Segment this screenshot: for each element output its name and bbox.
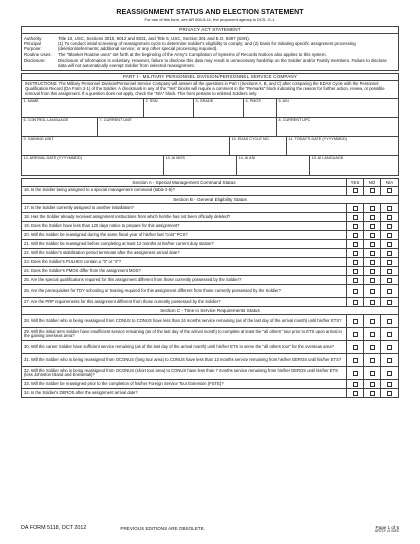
na-cell (381, 315, 398, 327)
question-text: 34. Is the Soldier's DEROS after the assignment arrival date? (22, 389, 347, 397)
question-row (22, 231, 398, 240)
question-text: 18. Has the Soldier already received assignment instructions from which he/she has not been officially deleted? (22, 213, 347, 221)
na-column-header: N/A (385, 179, 394, 185)
no-checkbox[interactable] (370, 300, 375, 305)
privacy-text: Disclosure of information is voluntary. However, failure to disclose this data may result in unnecessary hardship on the Soldier and/or Family members. Failure to disclose data will not automatically exempt Soldier from selected reassignment. (58, 58, 387, 69)
question-text: 21. Will the Soldier be reassigned before completing at least 12 months at his/her current duty station? (22, 240, 347, 248)
question-row (22, 213, 398, 222)
yes-checkbox[interactable] (353, 289, 358, 294)
no-cell (364, 298, 381, 306)
no-checkbox[interactable] (370, 260, 375, 265)
yes-checkbox[interactable] (353, 371, 358, 376)
no-checkbox[interactable] (370, 358, 375, 363)
na-cell (381, 285, 398, 297)
na-cell (381, 240, 398, 248)
no-checkbox[interactable] (370, 215, 375, 220)
yes-checkbox[interactable] (353, 278, 358, 283)
na-checkbox[interactable] (387, 224, 392, 229)
yes-checkbox[interactable] (353, 332, 358, 337)
question-row (22, 267, 398, 276)
na-checkbox[interactable] (387, 332, 392, 337)
privacy-label: Routine Uses: (24, 52, 52, 58)
yes-checkbox[interactable] (353, 319, 358, 324)
na-checkbox[interactable] (387, 206, 392, 211)
privacy-text: (1) To conduct initial screening of reassignment cycle to determine Soldier's eligibility to comply; and (2) basis for initiating specific assignment processing (deletion/deferments; additional service; or any other special processing required). (58, 41, 356, 52)
no-checkbox[interactable] (370, 251, 375, 256)
apd-version: APD LF v1.00ES (374, 529, 399, 534)
no-cell (364, 213, 381, 221)
no-checkbox[interactable] (370, 269, 375, 274)
yes-cell (347, 315, 364, 327)
ai-mos-field[interactable]: 13. AI MOS (164, 156, 237, 175)
question-text: 30. Will the career Soldier have sufficient service remaining (as of the last day of the arrival month) until his/her ETS to serve the "all others tour" for the overseas area? (22, 341, 347, 353)
no-cell (364, 240, 381, 248)
question-row (22, 285, 398, 298)
todays-date-field[interactable]: 11. TODAY'S DATE (YYYYMMDD) (288, 137, 347, 142)
yes-cell (347, 213, 364, 221)
no-checkbox[interactable] (370, 345, 375, 350)
yes-cell (347, 187, 364, 195)
section-a-title: Section A - Special Management Command Status (22, 179, 347, 186)
question-row (22, 187, 398, 196)
question-row (22, 389, 398, 398)
form-title: REASSIGNMENT STATUS AND ELECTION STATEMENT (116, 9, 304, 16)
yes-cell (347, 240, 364, 248)
yes-checkbox[interactable] (353, 242, 358, 247)
privacy-label: Authority: (24, 35, 43, 41)
question-text: 32. Will the Soldier who is being reassigned from OCONUS (short tour area) to CONUS have less than 7 months service remaining from his/her DEROS until his/her ETS (less Johnston Island and Enewetak)? (22, 367, 347, 379)
no-checkbox[interactable] (370, 371, 375, 376)
fields-row-4 (22, 156, 398, 175)
fields-row-3 (22, 137, 398, 156)
yes-cell (347, 380, 364, 388)
no-cell (364, 389, 381, 397)
edas-cycle-field[interactable]: 10. EDAS CYCLE NO. (230, 137, 287, 155)
question-row (22, 258, 398, 267)
na-cell (381, 249, 398, 257)
section-c-header (22, 307, 398, 315)
section-b-title: Section B - General Eligibility Status (173, 196, 247, 202)
privacy-act-heading: PRIVACY ACT STATEMENT (22, 27, 398, 34)
yes-cell (347, 222, 364, 230)
no-cell (364, 276, 381, 284)
na-checkbox[interactable] (387, 188, 392, 193)
current-upc-field[interactable]: 8. CURRENT UPC (278, 118, 311, 123)
section-b-questions (22, 204, 398, 307)
privacy-act-statement (21, 26, 399, 71)
questions-table (21, 178, 399, 399)
no-cell (364, 328, 381, 340)
no-cell (364, 231, 381, 239)
no-checkbox[interactable] (370, 242, 375, 247)
no-cell (364, 187, 381, 195)
no-cell (364, 354, 381, 366)
form-subtitle: For use of this form, see AR 600-8-11; the proponent agency is DCS, G-1. (144, 17, 276, 23)
yes-checkbox[interactable] (353, 188, 358, 193)
question-text: 24. Does the Soldier's PMOS differ from the assignment MOS? (22, 267, 347, 275)
yes-checkbox[interactable] (353, 345, 358, 350)
privacy-row-routine-uses (22, 52, 398, 58)
fields-row-1 (22, 99, 398, 118)
question-text: 17. Is the Soldier currently assigned to another installation? (22, 204, 347, 212)
yes-checkbox[interactable] (353, 382, 358, 387)
no-cell (364, 341, 381, 353)
na-cell (381, 267, 398, 275)
yes-checkbox[interactable] (353, 251, 358, 256)
section-b-header (22, 196, 398, 204)
no-checkbox[interactable] (370, 224, 375, 229)
question-text: 33. Will the Soldier be reassigned prior to the completion of his/her Foreign Service Tour Extension (FSTE)? (22, 380, 347, 388)
na-checkbox[interactable] (387, 278, 392, 283)
yes-cell (347, 341, 364, 353)
gaining-unit-field[interactable]: 9. GAINING UNIT (22, 137, 230, 155)
question-text: 26. Are the prerequisites for TDY schooling or training required for this assignment different from those currently possessed by the Soldier? (22, 285, 347, 297)
pmos-field[interactable]: 4. PMOS (244, 99, 277, 117)
na-checkbox[interactable] (387, 382, 392, 387)
privacy-text: The "Blanket Routine uses" set forth at the beginning of the Army's Compilation of Systems of Records Notices also applies to this system. (58, 52, 327, 58)
yes-cell (347, 354, 364, 366)
no-cell (364, 367, 381, 379)
part1-instructions: INSTRUCTIONS: The Military Personnel Division/Personnel Service Company will answer all the questions in Part I (Sections A, B, and C) after comparing the EDAS Cycle with the Personnel Qualification Record (DA Form 2-1) of the Soldier. A checkmark in any of the "Yes" blocks will require a comment in the "Remarks" block indicating the reason for further action, review, or possible removal from this assignment. If a question does not apply, check the "N/A" block. This form pertains to enlisted Soldiers only. (22, 81, 398, 98)
control-language-field[interactable]: 6. CONTROL LANGUAGE (22, 118, 98, 136)
na-checkbox[interactable] (387, 289, 392, 294)
name-field[interactable]: 1. NAME (22, 99, 144, 117)
privacy-row-disclosure (22, 58, 398, 69)
fields-row-2 (22, 118, 398, 137)
question-row (22, 354, 398, 367)
na-cell (381, 341, 398, 353)
yes-checkbox[interactable] (353, 215, 358, 220)
privacy-row-purpose (22, 41, 398, 52)
yes-cell (347, 204, 364, 212)
no-cell (364, 380, 381, 388)
na-checkbox[interactable] (387, 371, 392, 376)
yes-cell (347, 389, 364, 397)
yes-checkbox[interactable] (353, 391, 358, 396)
section-c-questions (22, 315, 398, 398)
no-cell (364, 204, 381, 212)
na-checkbox[interactable] (387, 319, 392, 324)
current-unit-field[interactable]: 7. CURRENT UNIT (98, 118, 277, 136)
ai-language-field[interactable]: 15. AI LANGUAGE (311, 156, 344, 161)
form-footer (21, 525, 399, 534)
asi-field[interactable]: 5. ASI (278, 99, 289, 104)
question-text: 25. Are the special qualifications required for this assignment different from those currently possessed by the Soldier? (22, 276, 347, 284)
na-cell (381, 187, 398, 195)
page-number: Page 1 of 5 (375, 525, 399, 530)
no-checkbox[interactable] (370, 391, 375, 396)
na-cell (381, 231, 398, 239)
na-checkbox[interactable] (387, 215, 392, 220)
na-cell (381, 204, 398, 212)
na-cell (381, 380, 398, 388)
question-row (22, 341, 398, 354)
question-row (22, 249, 398, 258)
na-cell (381, 213, 398, 221)
na-cell (381, 389, 398, 397)
privacy-row-authority (22, 35, 398, 41)
yes-column-header: YES (347, 179, 364, 186)
yes-cell (347, 249, 364, 257)
no-checkbox[interactable] (370, 332, 375, 337)
form-number: DA FORM 5118, OCT 2012 (21, 525, 87, 531)
na-checkbox[interactable] (387, 242, 392, 247)
yes-cell (347, 276, 364, 284)
no-checkbox[interactable] (370, 289, 375, 294)
yes-checkbox[interactable] (353, 300, 358, 305)
privacy-text: Title 10, USC, Sections 3010, 8012 and 5031, and Title 5, USC, Section 301 and E.O. 9397 (SSN). (58, 35, 250, 41)
question-text: 31. Will the Soldier who is being reassigned from OCONUS (long tour area) to CONUS have less than 13 months service remaining from his/her DEROS until his/her ETS? (22, 354, 347, 366)
question-row (22, 298, 398, 307)
question-row (22, 240, 398, 249)
yes-cell (347, 367, 364, 379)
question-text: 29. Will the initial term Soldier have insufficient service remaining (as of the last day of the arrival month) to complete at least the "all others" tour prior to ETS upon arrival in the gaining overseas area? (22, 328, 347, 340)
question-text: 23. Does the Soldier's PULHES contain a "3" or "4"? (22, 258, 347, 266)
na-checkbox[interactable] (387, 345, 392, 350)
section-a-header (22, 179, 398, 187)
question-text: 19. Does the Soldier have less than 120 days notice to prepare for this assignment? (22, 222, 347, 230)
grade-field[interactable]: 3. GRADE (194, 99, 244, 117)
na-checkbox[interactable] (387, 260, 392, 265)
na-cell (381, 354, 398, 366)
ssn-field[interactable]: 2. SSN (144, 99, 194, 117)
na-checkbox[interactable] (387, 233, 392, 238)
section-c-title: Section C - Time in Service Requirements Status (160, 308, 260, 314)
question-row (22, 367, 398, 380)
yes-cell (347, 298, 364, 306)
no-cell (364, 258, 381, 266)
question-row (22, 315, 398, 328)
no-cell (364, 222, 381, 230)
yes-checkbox[interactable] (353, 260, 358, 265)
yes-cell (347, 231, 364, 239)
privacy-label: Disclosure: (24, 58, 46, 64)
part1-heading: PART I - MILITARY PERSONNEL DIVISION/PERSONNEL SERVICE COMPANY (22, 74, 398, 81)
arrival-date-field[interactable]: 12. ARRIVAL DATE (YYYYMMDD) (22, 156, 164, 175)
na-checkbox[interactable] (387, 391, 392, 396)
no-cell (364, 267, 381, 275)
na-cell (381, 367, 398, 379)
no-checkbox[interactable] (370, 319, 375, 324)
no-checkbox[interactable] (370, 278, 375, 283)
yes-cell (347, 285, 364, 297)
na-cell (381, 276, 398, 284)
part1-section (21, 73, 399, 176)
na-cell (381, 328, 398, 340)
question-row (22, 380, 398, 389)
yes-checkbox[interactable] (353, 233, 358, 238)
yes-cell (347, 328, 364, 340)
ai-asi-field[interactable]: 14. AI ASI (237, 156, 310, 175)
question-row (22, 222, 398, 231)
no-cell (364, 315, 381, 327)
question-text: 20. Will the Soldier be reassigned during the same fiscal year of his/her last "cost" PCS? (22, 231, 347, 239)
yes-cell (347, 258, 364, 266)
no-checkbox[interactable] (370, 206, 375, 211)
na-cell (381, 258, 398, 266)
na-cell (381, 222, 398, 230)
yes-checkbox[interactable] (353, 269, 358, 274)
yes-cell (347, 267, 364, 275)
na-checkbox[interactable] (387, 358, 392, 363)
question-text: 16. Is the Soldier being assigned to a special management command (table 2-5)? (22, 187, 347, 195)
yes-checkbox[interactable] (353, 358, 358, 363)
editions-notice: PREVIOUS EDITIONS ARE OBSOLETE. (120, 525, 205, 531)
no-cell (364, 249, 381, 257)
na-checkbox[interactable] (387, 300, 392, 305)
na-checkbox[interactable] (387, 251, 392, 256)
no-checkbox[interactable] (370, 382, 375, 387)
yes-checkbox[interactable] (353, 224, 358, 229)
question-row (22, 328, 398, 341)
question-text: 28. Will the Soldier who is being reassigned from CONUS to CONUS have less than 24 months service remaining (as of the last day of the arrival month) until his/her ETS? (22, 315, 347, 327)
na-cell (381, 298, 398, 306)
yes-checkbox[interactable] (353, 206, 358, 211)
question-row (22, 204, 398, 213)
privacy-label: Principal Purpose: (24, 41, 42, 52)
no-column-header: NO (364, 179, 381, 186)
no-cell (364, 285, 381, 297)
question-row (22, 276, 398, 285)
no-checkbox[interactable] (370, 188, 375, 193)
question-text: 22. Will the Soldier's stabilization period terminate after the assignment arrival date? (22, 249, 347, 257)
question-text: 27. Are the PRP requirements for this assignment different from those currently possessed by the Soldier? (22, 298, 347, 306)
no-checkbox[interactable] (370, 233, 375, 238)
section-a-questions (22, 187, 398, 196)
na-checkbox[interactable] (387, 269, 392, 274)
